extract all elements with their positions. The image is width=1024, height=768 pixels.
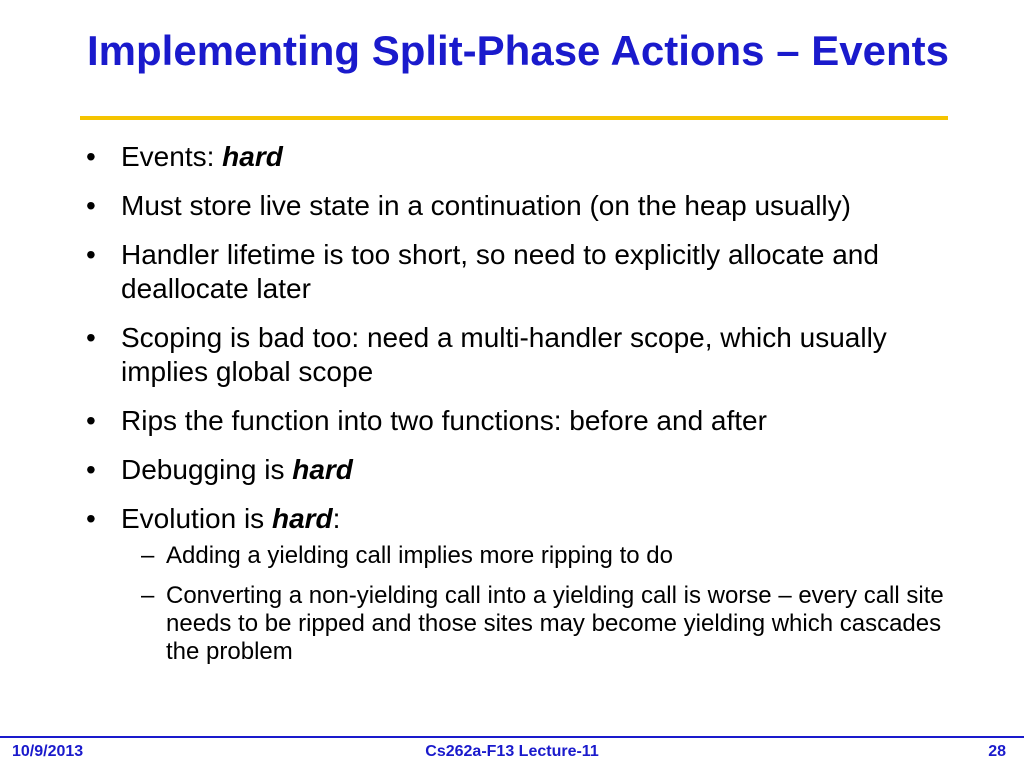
slide-title: Implementing Split-Phase Actions – Events bbox=[87, 27, 949, 74]
bullet-text: Rips the function into two functions: before and after bbox=[121, 405, 767, 436]
footer-page-number: 28 bbox=[988, 743, 1006, 760]
bullet-glyph: • bbox=[86, 190, 96, 221]
footer-divider bbox=[0, 736, 1024, 738]
bullet-item-live-state bbox=[86, 189, 946, 223]
sub-bullet-list bbox=[121, 542, 946, 666]
bullet-emphasis: hard bbox=[271, 503, 333, 534]
bullet-text: Debugging is bbox=[121, 454, 293, 485]
bullet-glyph: • bbox=[86, 503, 96, 534]
footer-date: 10/9/2013 bbox=[12, 743, 84, 760]
bullet-item-debugging bbox=[86, 453, 946, 487]
bullet-text: Evolution is bbox=[121, 503, 272, 534]
sub-bullet-text: Converting a non-yielding call into a yielding call is worse – every call site needs to be ripped and those sites may become yielding which cascades the problem bbox=[166, 582, 944, 665]
bullet-text: Events: bbox=[121, 141, 223, 172]
bullet-glyph: • bbox=[86, 141, 96, 172]
bullet-item-evolution bbox=[86, 502, 946, 666]
footer-course: Cs262a-F13 Lecture-11 bbox=[425, 743, 599, 760]
bullet-text: Scoping is bad too: need a multi-handler scope, which usually implies global scope bbox=[121, 322, 887, 387]
sub-bullet-glyph: – bbox=[141, 582, 155, 609]
bullet-emphasis: hard bbox=[222, 141, 283, 172]
bullet-glyph: • bbox=[86, 454, 96, 485]
bullet-item-events bbox=[86, 140, 946, 174]
bullet-glyph: • bbox=[86, 405, 96, 436]
sub-bullet-item bbox=[121, 542, 946, 570]
bullet-item-scoping bbox=[86, 321, 946, 389]
sub-bullet-item bbox=[121, 582, 946, 666]
bullet-list bbox=[86, 140, 946, 681]
title-underline bbox=[80, 116, 948, 120]
bullet-text: Handler lifetime is too short, so need to explicitly allocate and deallocate later bbox=[121, 239, 879, 304]
bullet-emphasis: hard bbox=[292, 454, 353, 485]
sub-bullet-glyph: – bbox=[141, 542, 155, 569]
bullet-item-handler-lifetime bbox=[86, 238, 946, 306]
bullet-text: Must store live state in a continuation (on the heap usually) bbox=[121, 190, 851, 221]
bullet-item-rips-function bbox=[86, 404, 946, 438]
bullet-glyph: • bbox=[86, 322, 96, 353]
bullet-glyph: • bbox=[86, 239, 96, 270]
bullet-suffix: : bbox=[332, 503, 341, 534]
sub-bullet-text: Adding a yielding call implies more ripping to do bbox=[166, 542, 673, 569]
